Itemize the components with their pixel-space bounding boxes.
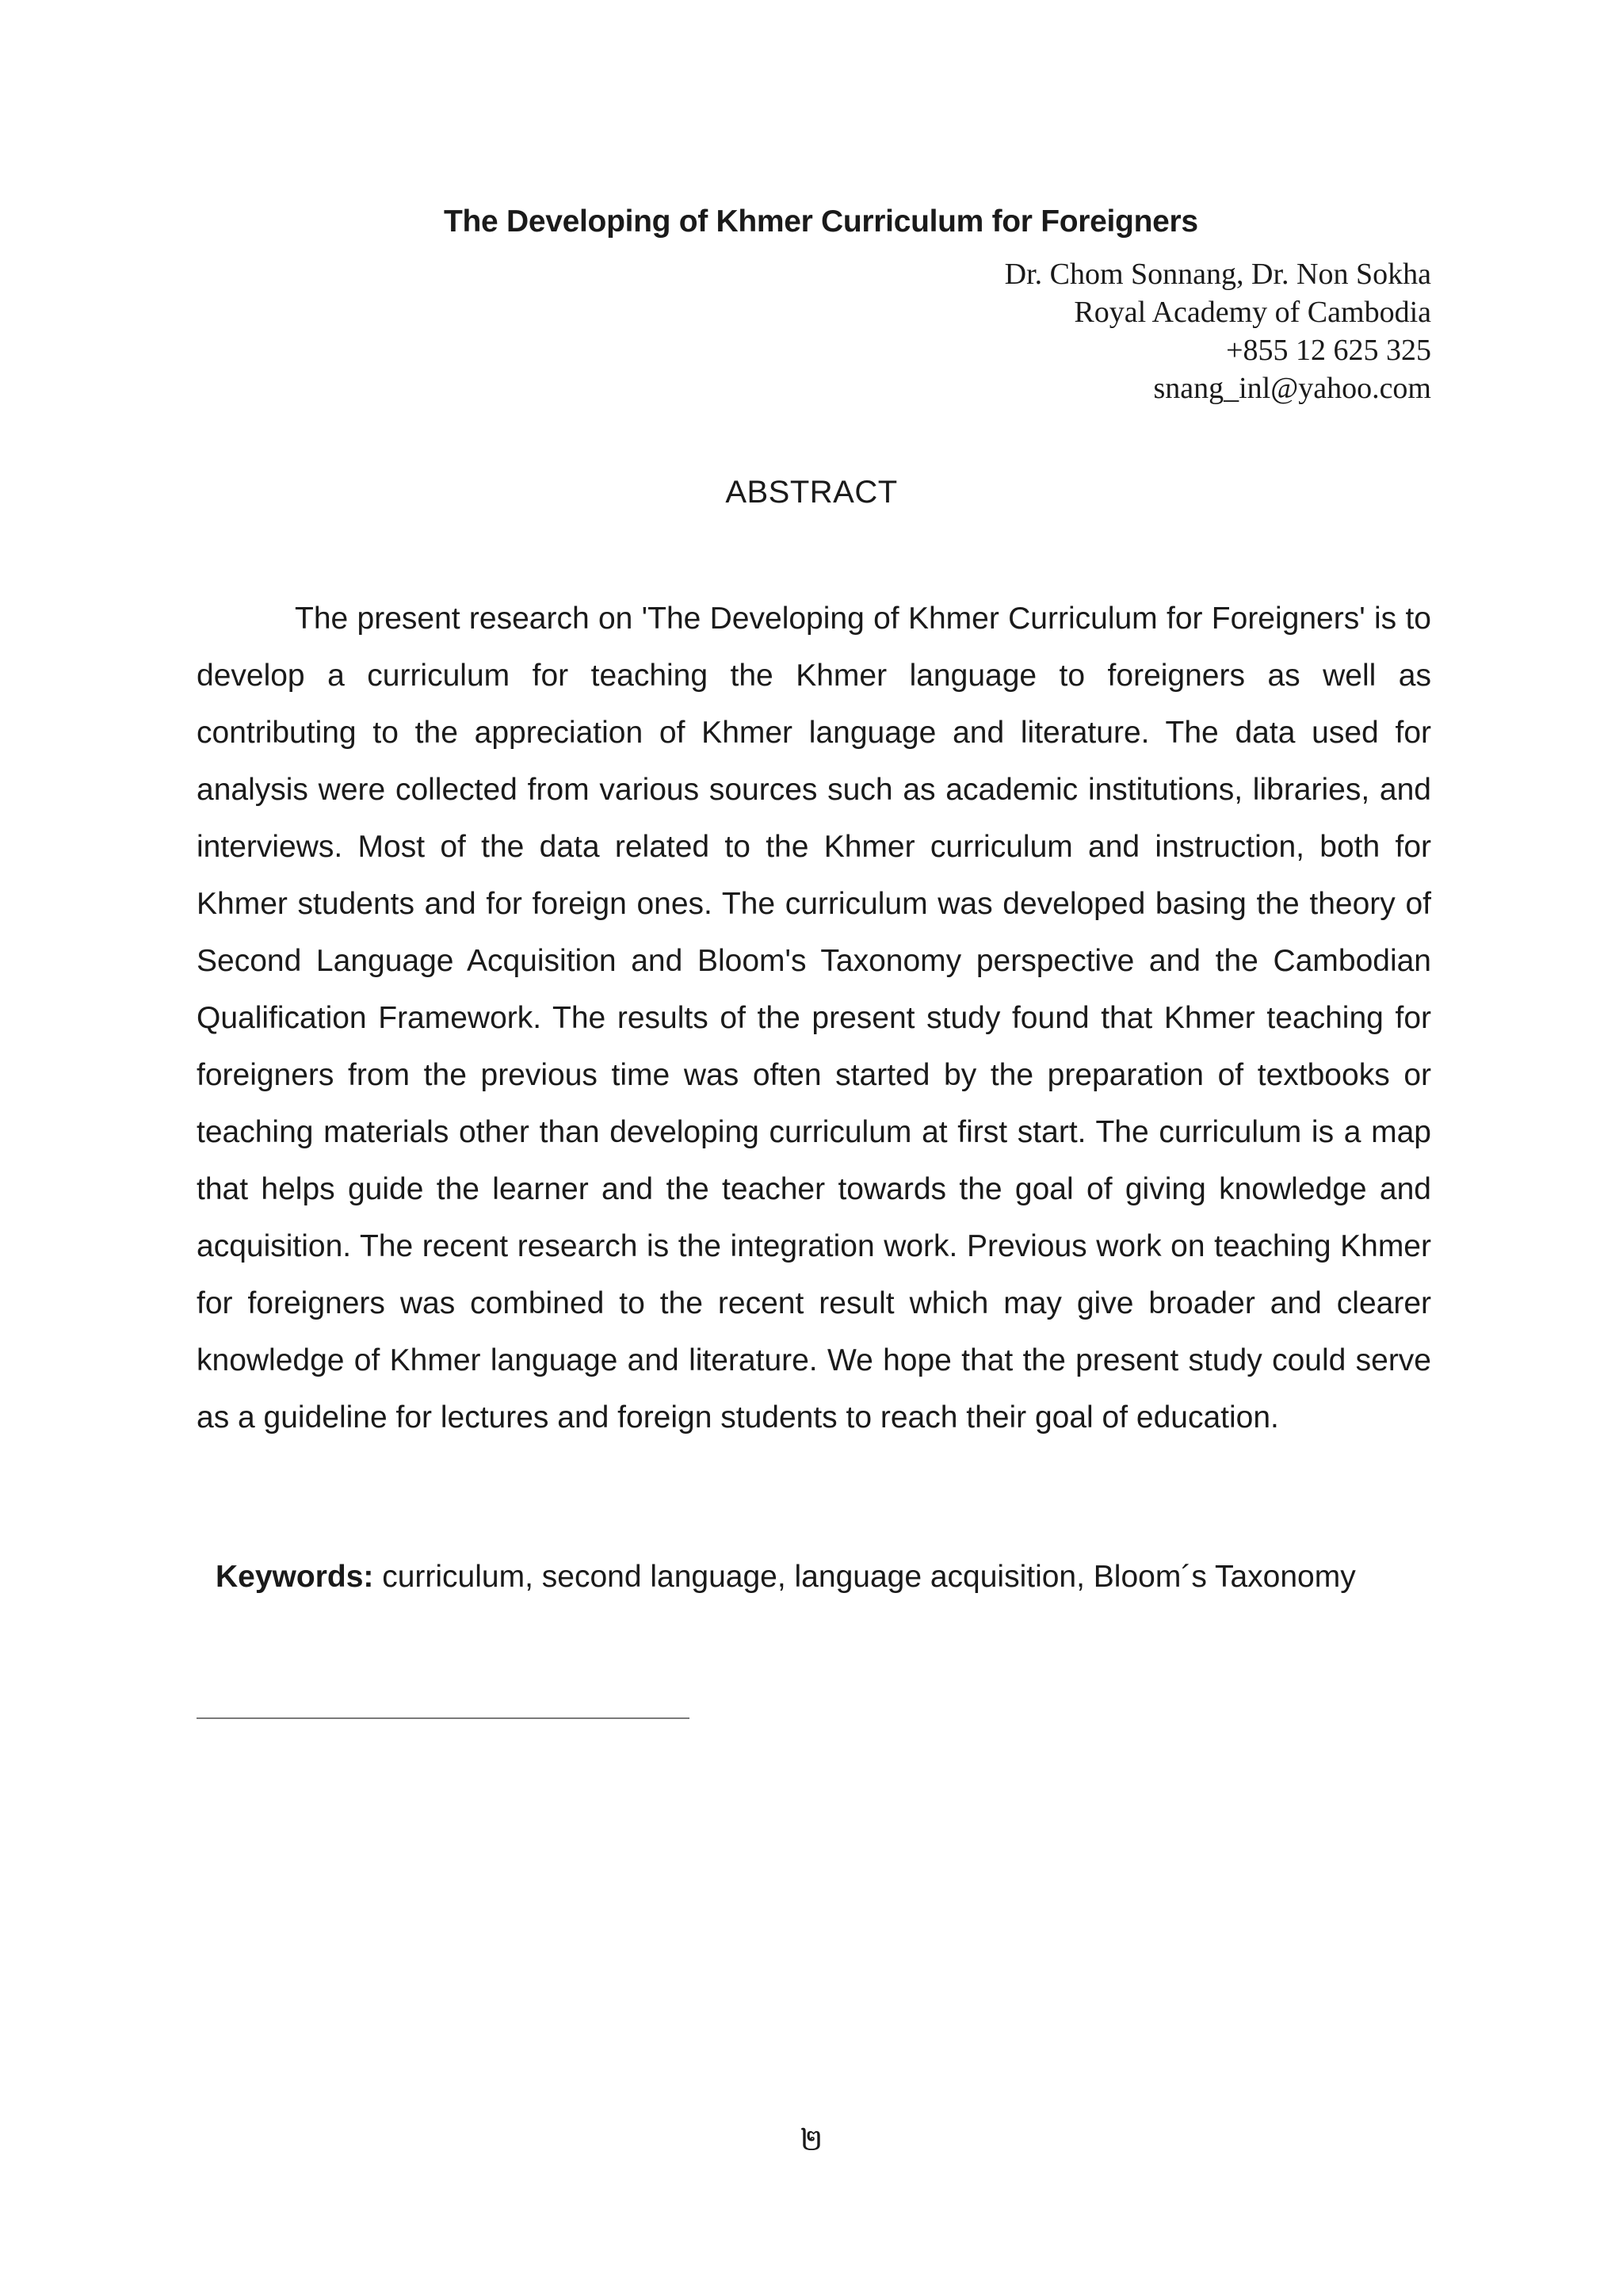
keywords-list: curriculum, second language, language acquisition, Bloom´s Taxonomy (373, 1560, 1356, 1594)
author-names: Dr. Chom Sonnang, Dr. Non Sokha (1004, 258, 1431, 291)
footnote-divider (197, 1717, 689, 1719)
abstract-body: The present research on 'The Developing of Khmer Curriculum for Foreigners' is to develop a curriculum for teaching the Khmer language to foreigners as well as contributing to the appreciation of Khmer language and literature. The data used for analysis were collected from various sources such as academic institutions, libraries, and interviews. Most of the data related to the Khmer curriculum and instruction, both for Khmer students and for foreign ones. The curriculum was developed basing the theory of Second Language Acquisition and Bloom's Taxonomy perspective and the Cambodian Qualification Framework. The results of the present study found that Khmer teaching for foreigners from the previous time was often started by the preparation of textbooks or teaching materials other than developing curriculum at first start. The curriculum is a map that helps guide the learner and the teacher towards the goal of giving knowledge and acquisition. The recent research is the integration work. Previous work on teaching Khmer for foreigners was combined to the recent result which may give broader and clearer knowledge of Khmer language and literature. We hope that the present study could serve as a guideline for lectures and foreign students to reach their goal of education. (197, 602, 1431, 1435)
author-phone: +855 12 625 325 (1226, 334, 1431, 367)
page-number: ២ (800, 2124, 823, 2157)
author-email: snang_inl@yahoo.com (1153, 372, 1431, 405)
author-affiliation: Royal Academy of Cambodia (1074, 296, 1431, 329)
paper-title: The Developing of Khmer Curriculum for Foreigners (444, 204, 1198, 239)
author-block (1005, 255, 1431, 407)
keywords-line (216, 1560, 1356, 1595)
abstract-heading: ABSTRACT (725, 475, 898, 510)
keywords-label: Keywords: (216, 1560, 374, 1594)
